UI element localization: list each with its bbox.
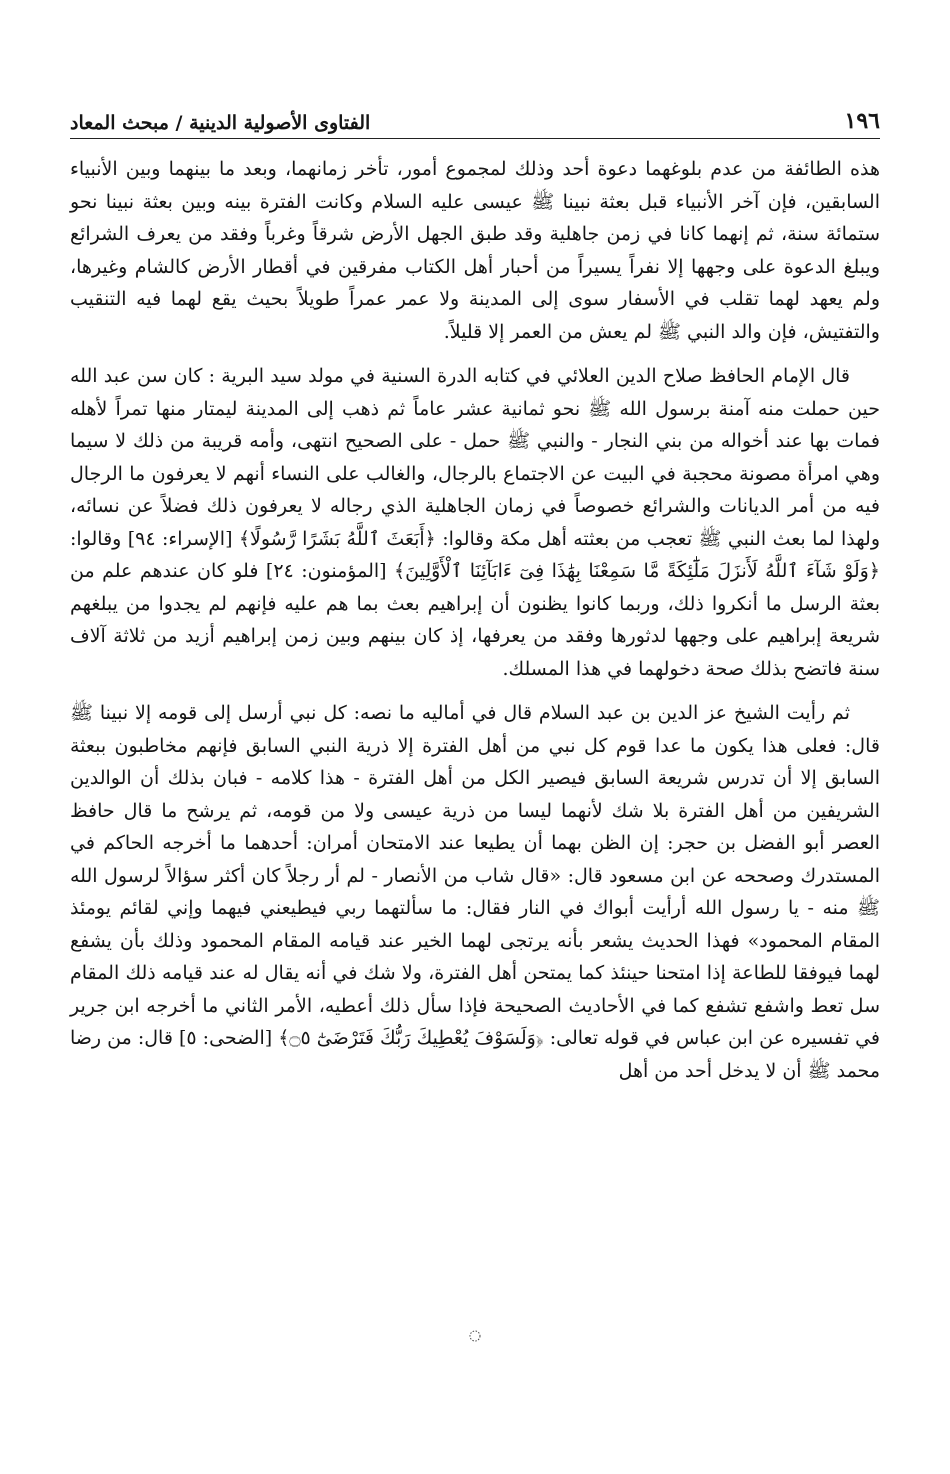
running-header bbox=[70, 104, 880, 139]
page-ornament-icon bbox=[468, 1329, 482, 1343]
body-text bbox=[70, 153, 880, 1087]
paragraph-1: هذه الطائفة من عدم بلوغهما دعوة أحد وذلك لمجموع أمور، تأخر زمانهما، وبعد ما بينهما وبين الأنبياء السابقين، فإن آخر الأنبياء قبل بعثة نبينا ﷺ عيسى عليه السلام وكانت الفترة بينه وبين بعثة نبينا نحو ستمائة سنة، ثم إنهما كانا في زمن جاهلية وقد طبق الجهل الأرض شرقاً وغرباً وفقد من يعرف الشرائع ويبلغ الدعوة على وجهها إلا نفراً يسيراً من أحبار أهل الكتاب مفرقين في أقطار الأرض كالشام وغيرها، ولم يعهد لهما تقلب في الأسفار سوى إلى المدينة ولا عمر عمراً طويلاً بحيث يقع لهما فيه التنقيب والتفتيش، فإن والد النبي ﷺ لم يعش من العمر إلا قليلاً. bbox=[70, 158, 880, 343]
book-title: الفتاوى الأصولية الدينية / مبحث المعاد bbox=[70, 112, 371, 134]
paragraph-2: قال الإمام الحافظ صلاح الدين العلائي في كتابه الدرة السنية في مولد سيد البرية : كان سن عبد الله حين حملت منه آمنة برسول الله ﷺ نحو ثمانية عشر عاماً ثم ذهب إلى المدينة ليمتار منها تمراً لأهله فمات بها عند أخواله من بني النجار - والنبي ﷺ حمل - على الصحيح انتهى، وأمه قريبة من ذلك لا سيما وهي امرأة مصونة محجبة في البيت عن الاجتماع بالرجال، والغالب على النساء أنهم لا يعرفون ما الرجال فيه من أمر الديانات والشرائع خصوصاً في زمان الجاهلية الذي رجاله لا يعرفون ذلك فضلاً عن نسائه، ولهذا لما بعث النبي ﷺ تعجب من بعثته أهل مكة وقالوا: ﴿أَبَعَثَ ٱللَّهُ بَشَرًا رَّسُولًا﴾ [الإسراء: ٩٤] وقالوا: ﴿وَلَوْ شَآءَ ٱللَّهُ لَأَنزَلَ مَلَٰٓئِكَةً مَّا سَمِعْنَا بِهَٰذَا فِىٓ ءَابَآئِنَا ٱلْأَوَّلِينَ﴾ [المؤمنون: ٢٤] فلو كان عندهم علم من بعثة الرسل ما أنكروا ذلك، وربما كانوا يظنون أن إبراهيم بعث بما هم عليه فإنهم لم يجدوا من يبلغهم شريعة إبراهيم على وجهها لدثورها وفقد من يعرفها، إذ كان بينهم وبين زمن إبراهيم أزيد من ثلاثة آلاف سنة فاتضح بذلك صحة دخولهما في هذا المسلك. bbox=[70, 365, 880, 680]
paragraph-3: ثم رأيت الشيخ عز الدين بن عبد السلام قال في أماليه ما نصه: كل نبي أرسل إلى قومه إلا نبينا ﷺ قال: فعلى هذا يكون ما عدا قوم كل نبي من أهل الفترة إلا ذرية النبي السابق فإنهم مخاطبون ببعثة السابق إلا أن تدرس شريعة السابق فيصير الكل من أهل الفترة - هذا كلامه - فبان بذلك أن الوالدين الشريفين من أهل الفترة بلا شك لأنهما ليسا من ذرية عيسى ولا من قومه، ثم يرشح ما قال حافظ العصر أبو الفضل بن حجر: إن الظن بهما أن يطيعا عند الامتحان أمران: أحدهما ما أخرجه الحاكم في المستدرك وصححه عن ابن مسعود قال: «قال شاب من الأنصار - لم أر رجلاً كان أكثر سؤالاً لرسول الله ﷺ منه - يا رسول الله أرأيت أبواك في النار فقال: ما سألتهما ربي فيطيعني فيهما وإني لقائم يومئذ المقام المحمود» فهذا الحديث يشعر بأنه يرتجى لهما الخير عند قيامه المقام المحمود وذلك بأن يشفع لهما فيوفقا للطاعة إذا امتحنا حينئذ كما يمتحن أهل الفترة، ولا شك في أنه يقال له عند قيامه ذلك المقام سل تعط واشفع تشفع كما في الأحاديث الصحيحة فإذا سأل ذلك أعطيه، الأمر الثاني ما أخرجه ابن جرير في تفسيره عن ابن عباس في قوله تعالى: ﴿وَلَسَوْفَ يُعْطِيكَ رَبُّكَ فَتَرْضَىٰٓ ۝٥﴾ [الضحى: ٥] قال: من رضا محمد ﷺ أن لا يدخل أحد من أهل bbox=[70, 702, 880, 1082]
page-number: ١٩٦ bbox=[844, 108, 880, 134]
book-page bbox=[70, 104, 880, 1334]
